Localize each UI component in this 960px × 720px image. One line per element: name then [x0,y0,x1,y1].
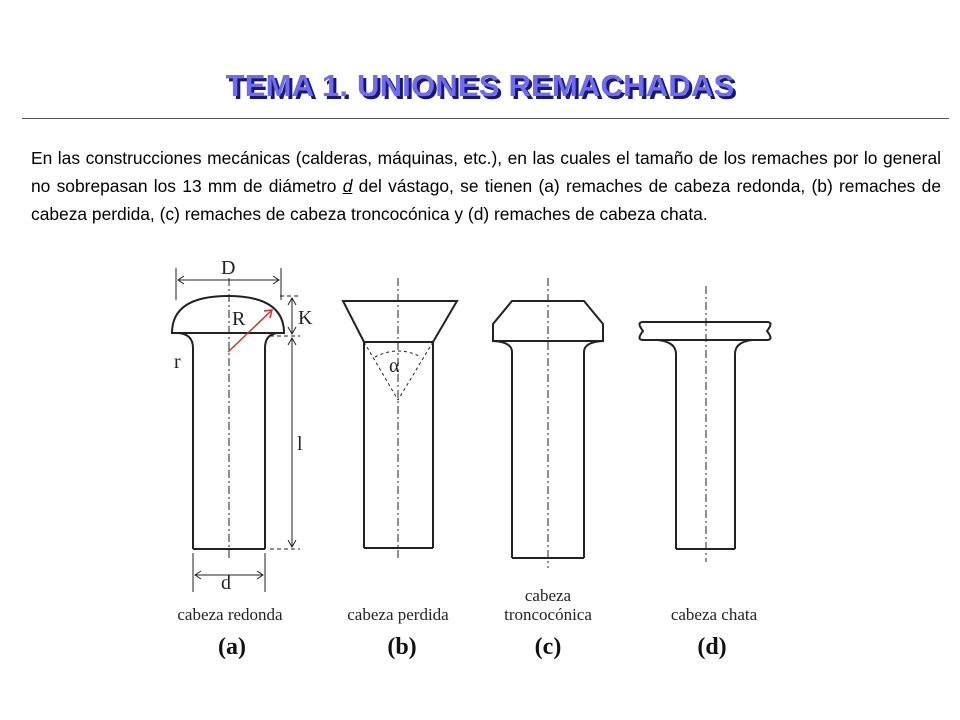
dim-label-d: d [221,572,231,594]
rivet-truncated-cone-head [493,278,603,568]
rivet-flat-head [640,286,771,562]
paragraph-text-start: En las construcciones mecánicas (calderas, máquinas, etc.), en las cuales el tamaño de los remaches por lo general no sobrepasan los 13 mm de diámetro [31,148,941,196]
diameter-symbol: d [342,176,353,196]
paragraph-text-end: del vástago, se tienen (a) remaches de cabeza redonda, (b) remaches de cabeza perdida, (c) remaches de cabeza troncocónica y (d) remaches de cabeza chata. [31,176,941,224]
letter-d: (d) [697,634,727,660]
page-title: TEMA 1. UNIONES REMACHADAS [225,68,735,103]
dim-label-D: D [221,257,236,279]
caption-c-line1: cabeza [524,586,572,605]
dim-label-K: K [298,307,313,329]
dim-label-alpha: α [389,355,400,377]
caption-a: cabeza redonda [177,605,283,624]
rivet-round-head [172,278,284,560]
dim-label-l: l [297,433,303,455]
rivet-countersunk-head [343,278,457,560]
letter-a: (a) [218,634,246,660]
caption-b: cabeza perdida [347,605,449,624]
dim-label-r: r [174,351,181,373]
dim-label-R: R [232,308,246,330]
caption-c-line2: troncocónica [504,605,592,624]
letter-b: (b) [387,634,417,660]
letter-c: (c) [534,634,562,660]
caption-d: cabeza chata [670,605,758,624]
